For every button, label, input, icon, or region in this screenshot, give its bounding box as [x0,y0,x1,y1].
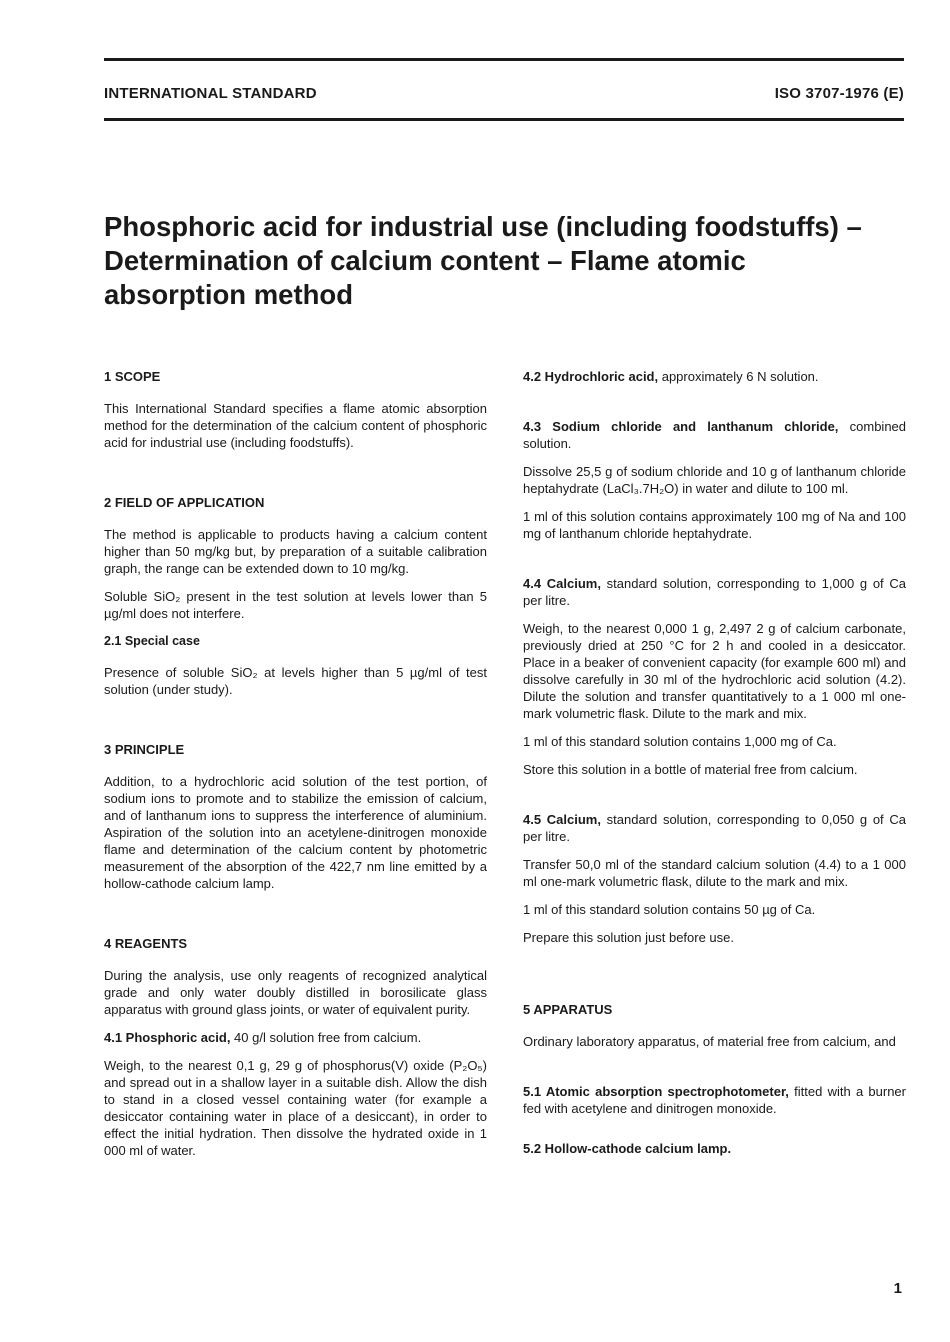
calcium-standard-desc: standard solution, corresponding to 0,050 g of Ca per litre. [523,812,906,844]
title-line-1: Phosphoric acid for industrial use (including foodstuffs) – [104,211,862,242]
calcium-standard-text-2: 1 ml of this standard solution contains 50 µg of Ca. [523,902,816,917]
calcium-stock-text-2: 1 ml of this standard solution contains 1,000 mg of Ca. [523,734,837,749]
calcium-stock-text-3: Store this solution in a bottle of material free from calcium. [523,762,858,777]
calcium-stock-item [523,575,906,609]
sodium-lanthanum-label: 4.3 Sodium chloride and lanthanum chloride, [523,419,839,434]
standard-number: ISO 3707-1976 (E) [774,85,904,102]
sodium-lanthanum-text-2: 1 ml of this solution contains approximately 100 mg of Na and 100 mg of lanthanum chloride heptahydrate. [523,509,906,541]
apparatus-text: Ordinary laboratory apparatus, of material free from calcium, and [523,1034,896,1049]
spectrophotometer-desc: fitted with a burner fed with acetylene and dinitrogen monoxide. [523,1084,906,1116]
right-column [523,368,906,1168]
special-case-heading: 2.1 Special case [104,634,200,648]
hydrochloric-acid-item [523,368,906,385]
calcium-lamp-label: 5.2 Hollow-cathode calcium lamp. [523,1141,732,1156]
left-column [104,368,487,1170]
calcium-stock-text-1: Weigh, to the nearest 0,000 1 g, 2,497 2 g of calcium carbonate, previously dried at 250 °C for 2 h and cooled in a desiccator. Place in a beaker of convenient capacity (for example 600 ml) and dissolve carefully in 30 ml of the hydrochloric acid solution (4.2). Dilute the solution and transfer quantitatively to a 1 000 ml one-mark volumetric flask. Dilute to the mark and mix. [523,621,906,721]
principle-heading: 3 PRINCIPLE [104,742,185,757]
spectrophotometer-label: 5.1 Atomic absorption spectrophotometer, [523,1084,789,1099]
field-of-application-text-1: The method is applicable to products having a calcium content higher than 50 mg/kg but, by preparation of a suitable calibration graph, the range can be extended down to 10 mg/kg. [104,527,487,576]
field-of-application-text-2: Soluble SiO₂ present in the test solution at levels lower than 5 µg/ml does not interfere. [104,589,487,621]
header-rule-bottom [104,118,904,121]
calcium-stock-label: 4.4 Calcium, [523,576,601,591]
phosphoric-acid-text: Weigh, to the nearest 0,1 g, 29 g of phosphorus(V) oxide (P₂O₅) and spread out in a shallow layer in a suitable dish. Allow the dish to stand in a closed vessel containing water (for example a desiccator containing water in place of a desiccant), in order to effect the initial hydration. Then dissolve the hydrated oxide in 1 000 ml of water. [104,1058,487,1158]
page-number: 1 [893,1280,902,1297]
reagents-heading: 4 REAGENTS [104,936,188,951]
calcium-standard-text-3: Prepare this solution just before use. [523,930,735,945]
calcium-stock-desc: standard solution, corresponding to 1,000 g of Ca per litre. [523,576,906,608]
reagents-text: During the analysis, use only reagents of recognized analytical grade and only water doubly distilled in borosilicate glass apparatus with ground glass joints, or water of equivalent purity. [104,968,487,1017]
title-line-2: Determination of calcium content – Flame atomic [104,245,746,276]
special-case-text: Presence of soluble SiO₂ at levels higher than 5 µg/ml of test solution (under study). [104,665,487,697]
phosphoric-acid-desc: 40 g/l solution free from calcium. [230,1030,422,1045]
sodium-lanthanum-text-1: Dissolve 25,5 g of sodium chloride and 10 g of lanthanum chloride heptahydrate (LaCl₃.7H₂O) in water and dilute to 100 ml. [523,464,906,496]
title-line-3: absorption method [104,279,354,310]
calcium-standard-text-1: Transfer 50,0 ml of the standard calcium solution (4.4) to a 1 000 ml one-mark volumetric flask, dilute to the mark and mix. [523,857,906,889]
header-rule-top [104,58,904,61]
phosphoric-acid-item [104,1029,487,1046]
hydrochloric-acid-label: 4.2 Hydrochloric acid, [523,369,659,384]
apparatus-heading: 5 APPARATUS [523,1002,613,1017]
sodium-lanthanum-desc: combined solution. [523,419,907,451]
calcium-standard-item [523,811,906,845]
field-of-application-heading: 2 FIELD OF APPLICATION [104,495,265,510]
calcium-standard-label: 4.5 Calcium, [523,812,601,827]
document-title [104,210,904,312]
scope-heading: 1 SCOPE [104,369,161,384]
hydrochloric-acid-desc: approximately 6 N solution. [658,369,819,384]
principle-text: Addition, to a hydrochloric acid solution of the test portion, of sodium ions to promote and to stabilize the emission of calcium, and of lanthanum ions to suppress the interference of aluminium. Aspiration of the solution into an acetylene-dinitrogen monoxide flame and determination of the calcium content by photometric measurement of the absorption of the 422,7 nm line emitted by a hollow-cathode calcium lamp. [104,774,487,891]
spectrophotometer-item [523,1083,906,1117]
sodium-lanthanum-item [523,418,906,452]
standard-type-label: INTERNATIONAL STANDARD [104,85,317,102]
calcium-lamp-item [523,1140,906,1157]
scope-text: This International Standard specifies a flame atomic absorption method for the determination of the calcium content of phosphoric acid for industrial use (including foodstuffs). [104,401,487,450]
phosphoric-acid-label: 4.1 Phosphoric acid, [104,1030,231,1045]
